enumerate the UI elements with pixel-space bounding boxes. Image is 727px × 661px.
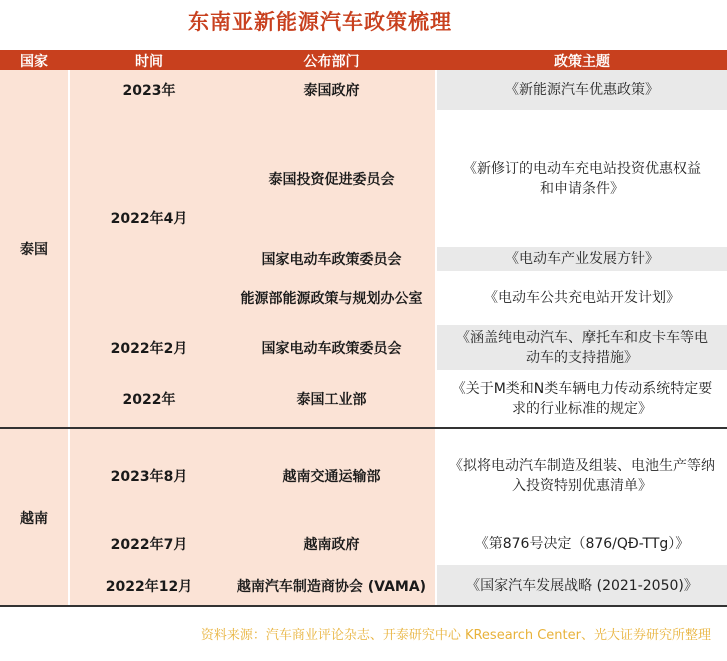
time-cell: 2022年2月 — [70, 325, 228, 370]
country-vietnam: 越南 — [0, 429, 68, 606]
department-cell: 泰国工业部 — [228, 370, 435, 427]
time-cell: 2022年7月 — [70, 523, 228, 565]
section-divider — [0, 427, 727, 429]
topic-cell: 《新能源汽车优惠政策》 — [437, 70, 727, 110]
table-bottom-border — [0, 605, 727, 607]
department-cell: 泰国投资促进委员会 — [228, 110, 435, 247]
page-title: 东南亚新能源汽车政策梳理 — [188, 10, 452, 34]
time-cell: 2022年 — [70, 370, 228, 427]
column-separator — [435, 70, 437, 606]
table-header — [0, 50, 727, 70]
topic-cell: 《电动车产业发展方针》 — [437, 247, 727, 271]
column-separator — [68, 70, 70, 606]
time-cell: 2023年 — [70, 70, 228, 110]
header-department: 公布部门 — [303, 54, 360, 70]
topic-cell: 《拟将电动汽车制造及组装、电池生产等纳入投资特别优惠清单》 — [437, 429, 727, 523]
topic-cell: 《关于M类和N类车辆电力传动系统特定要求的行业标准的规定》 — [437, 370, 727, 427]
topic-cell: 《第876号决定（876/QĐ-TTg）》 — [437, 523, 727, 565]
department-cell: 越南汽车制造商协会 (VAMA) — [228, 565, 435, 606]
topic-cell: 《新修订的电动车充电站投资优惠权益和申请条件》 — [437, 110, 727, 247]
time-cell: 2022年12月 — [70, 565, 228, 606]
department-cell: 国家电动车政策委员会 — [228, 247, 435, 271]
source-note: 资料来源：汽车商业评论杂志、开泰研究中心 KResearch Center、光大证券研究所整理 — [200, 628, 711, 643]
topic-cell: 《国家汽车发展战略 (2021-2050)》 — [437, 565, 727, 606]
header-time: 时间 — [135, 54, 163, 70]
department-cell: 越南交通运输部 — [228, 429, 435, 523]
time-cell: 2023年8月 — [70, 429, 228, 523]
topic-cell: 《电动车公共充电站开发计划》 — [437, 271, 727, 325]
department-cell: 越南政府 — [228, 523, 435, 565]
topic-cell: 《涵盖纯电动汽车、摩托车和皮卡车等电动车的支持措施》 — [437, 325, 727, 370]
time-cell: 2022年4月 — [70, 110, 228, 325]
department-cell: 泰国政府 — [228, 70, 435, 110]
header-country: 国家 — [20, 54, 48, 70]
country-thailand: 泰国 — [0, 70, 68, 427]
department-cell: 国家电动车政策委员会 — [228, 325, 435, 370]
header-topic: 政策主题 — [554, 54, 610, 70]
department-cell: 能源部能源政策与规划办公室 — [228, 271, 435, 325]
